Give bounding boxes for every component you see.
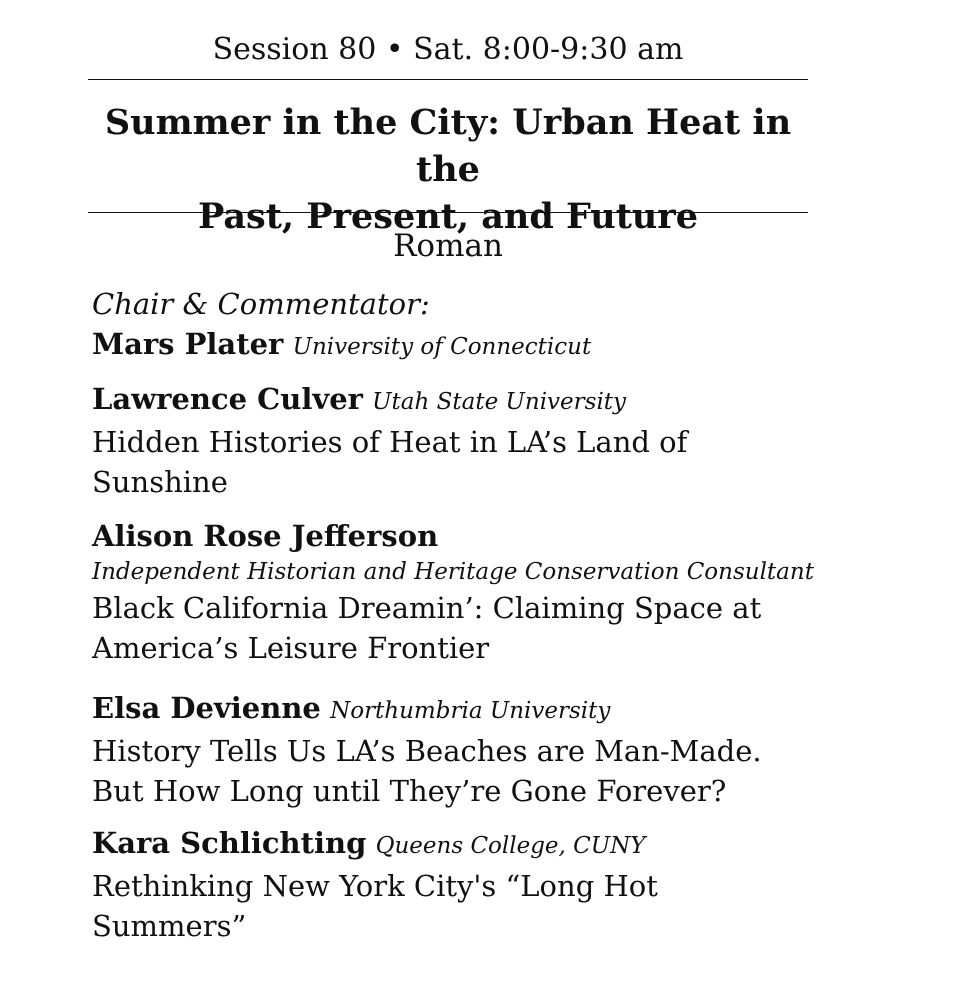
session-title-line-1: Summer in the City: Urban Heat in the [104,102,792,190]
presenter-block [92,379,892,502]
chair-role-label: Chair & Commentator: [92,287,430,321]
presenter-name-line [92,688,892,731]
presenter-name: Alison Rose Jefferson [92,519,439,553]
session-title [88,99,808,240]
presenter-affiliation: Queens College, CUNY [375,833,646,859]
presenter-name-line [92,823,892,866]
presenter-affiliation: Northumbria University [330,698,611,724]
presenter-affiliation: Utah State University [372,389,627,415]
paper-title: Black California Dreamin’: Claiming Space at America’s Leisure Frontier [92,591,762,665]
paper-title: Hidden Histories of Heat in LA’s Land of Sunshine [92,425,688,499]
room-name: Roman [393,228,503,264]
session-title-line-2: Past, Present, and Future [197,196,699,237]
presenter-name: Elsa Devienne [92,691,321,725]
header-bottom-rule [88,212,808,213]
chair-affiliation: University of Connecticut [292,334,592,360]
presenter-name: Kara Schlichting [92,826,367,860]
chair-name: Mars Plater [92,327,284,361]
presenter-name-line [92,379,892,422]
header-top-rule [88,79,808,80]
paper-title: History Tells Us LA’s Beaches are Man-Made. But How Long until They’re Gone Forever? [92,734,762,808]
presenter-block [92,823,892,946]
presenter-name-line [92,516,892,556]
chair-name-line [92,324,892,367]
chair-block [92,284,892,367]
presenter-name: Lawrence Culver [92,382,363,416]
presenter-affiliation: Independent Historian and Heritage Conservation Consultant [92,559,814,585]
presenter-block [92,688,892,811]
paper-title: Rethinking New York City's “Long Hot Summers” [92,869,658,943]
presenter-block [92,516,892,668]
session-time-header: Session 80 • Sat. 8:00-9:30 am [212,32,684,67]
